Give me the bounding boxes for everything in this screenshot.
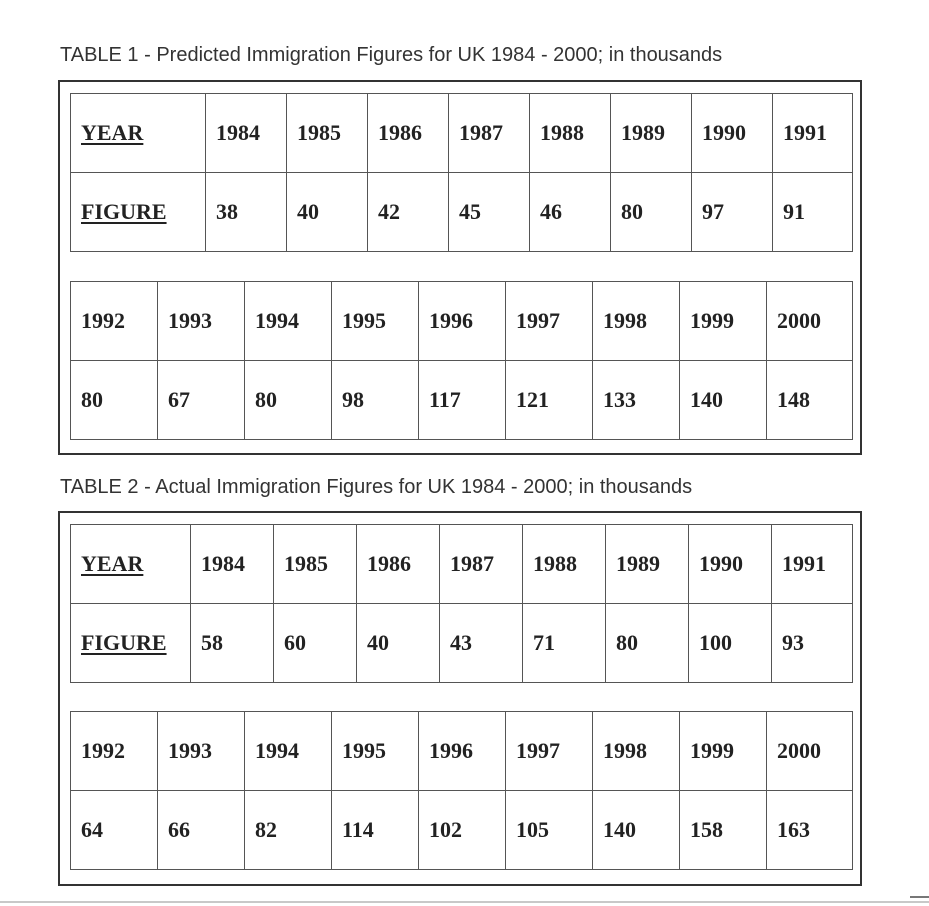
year-cell: 1993 <box>158 712 245 791</box>
table2-top-figure-row <box>71 604 853 683</box>
table1-caption: TABLE 1 - Predicted Immigration Figures for UK 1984 - 2000; in thousands <box>60 44 723 66</box>
figure-cell: 100 <box>689 604 772 683</box>
year-cell: 1987 <box>449 94 530 173</box>
year-cell: 1991 <box>773 94 853 173</box>
figure-cell: 40 <box>357 604 440 683</box>
figure-cell: 133 <box>593 361 680 440</box>
figure-cell: 117 <box>419 361 506 440</box>
year-row-label: YEAR <box>71 94 206 173</box>
year-cell: 1995 <box>332 712 419 791</box>
year-cell: 1986 <box>357 525 440 604</box>
table1-bottom-figure-row <box>71 361 853 440</box>
figure-cell: 140 <box>680 361 767 440</box>
figure-cell: 121 <box>506 361 593 440</box>
table2-bottom-figure-row <box>71 791 853 870</box>
figure-cell: 158 <box>680 791 767 870</box>
table1-bottom-year-row <box>71 282 853 361</box>
figure-cell: 40 <box>287 173 368 252</box>
year-cell: 1994 <box>245 712 332 791</box>
year-cell: 1992 <box>71 282 158 361</box>
year-cell: 1990 <box>689 525 772 604</box>
year-cell: 1991 <box>772 525 853 604</box>
year-cell: 1998 <box>593 712 680 791</box>
year-cell: 1998 <box>593 282 680 361</box>
figure-cell: 64 <box>71 791 158 870</box>
year-cell: 1988 <box>530 94 611 173</box>
figure-cell: 80 <box>611 173 692 252</box>
page-bottom-rule <box>0 901 929 903</box>
table2-bottom-year-row <box>71 712 853 791</box>
table2-caption: TABLE 2 - Actual Immigration Figures for UK 1984 - 2000; in thousands <box>60 476 693 498</box>
year-cell: 2000 <box>767 712 853 791</box>
figure-cell: 67 <box>158 361 245 440</box>
figure-cell: 97 <box>692 173 773 252</box>
figure-cell: 140 <box>593 791 680 870</box>
table1-top-figure-row <box>71 173 853 252</box>
year-cell: 1992 <box>71 712 158 791</box>
figure-cell: 114 <box>332 791 419 870</box>
table1-top-grid <box>70 93 853 252</box>
table1-bottom-grid <box>70 281 853 440</box>
figure-cell: 66 <box>158 791 245 870</box>
year-cell: 1997 <box>506 282 593 361</box>
year-cell: 1996 <box>419 712 506 791</box>
figure-cell: 60 <box>274 604 357 683</box>
year-cell: 1989 <box>611 94 692 173</box>
figure-cell: 46 <box>530 173 611 252</box>
figure-cell: 82 <box>245 791 332 870</box>
year-cell: 1984 <box>206 94 287 173</box>
figure-cell: 71 <box>523 604 606 683</box>
year-cell: 1989 <box>606 525 689 604</box>
figure-cell: 58 <box>191 604 274 683</box>
figure-cell: 91 <box>773 173 853 252</box>
year-cell: 1988 <box>523 525 606 604</box>
figure-cell: 105 <box>506 791 593 870</box>
year-cell: 1985 <box>274 525 357 604</box>
year-cell: 1990 <box>692 94 773 173</box>
year-cell: 2000 <box>767 282 853 361</box>
year-cell: 1993 <box>158 282 245 361</box>
year-cell: 1986 <box>368 94 449 173</box>
table2-bottom-grid <box>70 711 853 870</box>
table1-frame <box>58 80 862 455</box>
figure-cell: 43 <box>440 604 523 683</box>
table2-frame <box>58 511 862 886</box>
year-cell: 1995 <box>332 282 419 361</box>
year-cell: 1997 <box>506 712 593 791</box>
year-cell: 1999 <box>680 282 767 361</box>
figure-cell: 102 <box>419 791 506 870</box>
figure-cell: 98 <box>332 361 419 440</box>
year-cell: 1987 <box>440 525 523 604</box>
figure-row-label: FIGURE <box>71 173 206 252</box>
figure-cell: 80 <box>71 361 158 440</box>
figure-cell: 163 <box>767 791 853 870</box>
figure-row-label: FIGURE <box>71 604 191 683</box>
figure-cell: 45 <box>449 173 530 252</box>
figure-cell: 42 <box>368 173 449 252</box>
year-row-label: YEAR <box>71 525 191 604</box>
figure-cell: 148 <box>767 361 853 440</box>
page-corner-mark <box>910 896 929 898</box>
table2-top-year-row <box>71 525 853 604</box>
table1-top-year-row <box>71 94 853 173</box>
figure-cell: 93 <box>772 604 853 683</box>
year-cell: 1985 <box>287 94 368 173</box>
year-cell: 1999 <box>680 712 767 791</box>
table2-top-grid <box>70 524 853 683</box>
figure-cell: 80 <box>606 604 689 683</box>
figure-cell: 38 <box>206 173 287 252</box>
figure-cell: 80 <box>245 361 332 440</box>
year-cell: 1994 <box>245 282 332 361</box>
year-cell: 1996 <box>419 282 506 361</box>
year-cell: 1984 <box>191 525 274 604</box>
